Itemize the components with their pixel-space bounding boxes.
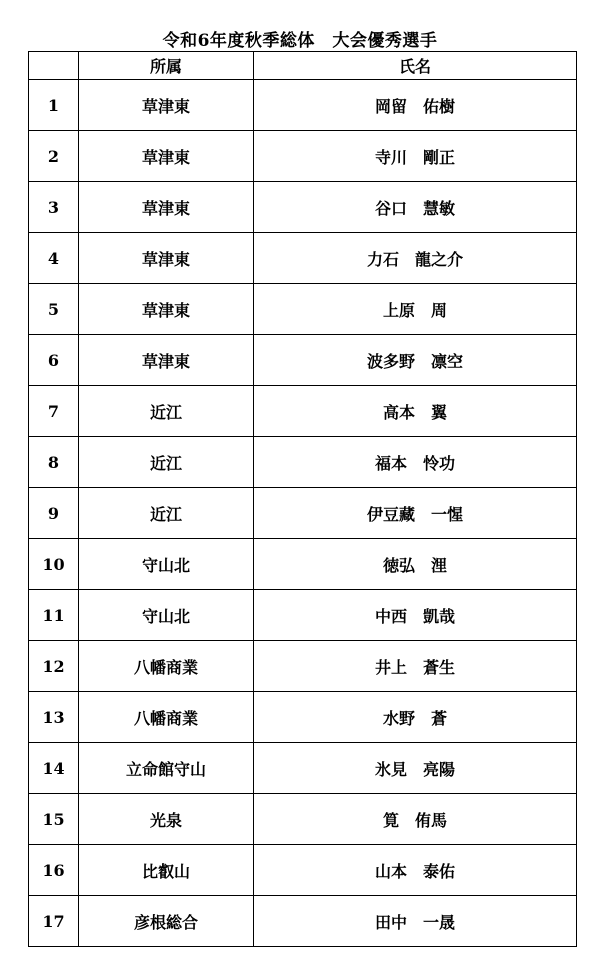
cell-school: 草津東 <box>79 284 254 335</box>
cell-school: 八幡商業 <box>79 641 254 692</box>
header-number <box>29 52 79 80</box>
cell-school: 草津東 <box>79 80 254 131</box>
cell-player-name: 井上 蒼生 <box>254 641 577 692</box>
cell-player-name: 中西 凱哉 <box>254 590 577 641</box>
cell-player-name: 岡留 佑樹 <box>254 80 577 131</box>
cell-player-name: 水野 蒼 <box>254 692 577 743</box>
table-row <box>29 692 577 743</box>
table-row <box>29 539 577 590</box>
cell-number: 15 <box>29 794 79 845</box>
cell-number: 6 <box>29 335 79 386</box>
cell-school: 光泉 <box>79 794 254 845</box>
header-school: 所属 <box>79 52 254 80</box>
table-row <box>29 335 577 386</box>
cell-player-name: 波多野 凛空 <box>254 335 577 386</box>
cell-school: 近江 <box>79 386 254 437</box>
cell-school: 八幡商業 <box>79 692 254 743</box>
cell-school: 草津東 <box>79 233 254 284</box>
cell-player-name: 筧 侑馬 <box>254 794 577 845</box>
table-header-row <box>29 52 577 80</box>
table-row <box>29 182 577 233</box>
cell-player-name: 氷見 亮陽 <box>254 743 577 794</box>
cell-player-name: 福本 怜功 <box>254 437 577 488</box>
cell-player-name: 谷口 慧敏 <box>254 182 577 233</box>
cell-school: 彦根総合 <box>79 896 254 947</box>
page-title: 令和6年度秋季総体 大会優秀選手 <box>162 31 438 51</box>
cell-number: 5 <box>29 284 79 335</box>
table-row <box>29 845 577 896</box>
cell-number: 2 <box>29 131 79 182</box>
cell-number: 1 <box>29 80 79 131</box>
cell-player-name: 山本 泰佑 <box>254 845 577 896</box>
table-row <box>29 488 577 539</box>
table-row <box>29 284 577 335</box>
cell-school: 立命館守山 <box>79 743 254 794</box>
cell-number: 13 <box>29 692 79 743</box>
cell-school: 草津東 <box>79 182 254 233</box>
cell-number: 11 <box>29 590 79 641</box>
cell-number: 17 <box>29 896 79 947</box>
cell-school: 比叡山 <box>79 845 254 896</box>
cell-player-name: 力石 龍之介 <box>254 233 577 284</box>
table-row <box>29 386 577 437</box>
cell-number: 3 <box>29 182 79 233</box>
cell-number: 10 <box>29 539 79 590</box>
cell-school: 守山北 <box>79 590 254 641</box>
cell-player-name: 田中 一晟 <box>254 896 577 947</box>
cell-number: 9 <box>29 488 79 539</box>
table-row <box>29 590 577 641</box>
award-table <box>28 51 577 947</box>
cell-player-name: 寺川 剛正 <box>254 131 577 182</box>
header-name: 氏名 <box>254 52 577 80</box>
cell-player-name: 上原 周 <box>254 284 577 335</box>
cell-school: 守山北 <box>79 539 254 590</box>
cell-number: 4 <box>29 233 79 284</box>
cell-school: 草津東 <box>79 335 254 386</box>
cell-player-name: 高本 翼 <box>254 386 577 437</box>
cell-number: 7 <box>29 386 79 437</box>
table-row <box>29 743 577 794</box>
cell-number: 12 <box>29 641 79 692</box>
table-row <box>29 80 577 131</box>
table-row <box>29 641 577 692</box>
cell-school: 草津東 <box>79 131 254 182</box>
table-row <box>29 233 577 284</box>
table-row <box>29 131 577 182</box>
cell-player-name: 伊豆藏 一惺 <box>254 488 577 539</box>
cell-player-name: 徳弘 浬 <box>254 539 577 590</box>
cell-school: 近江 <box>79 437 254 488</box>
cell-number: 16 <box>29 845 79 896</box>
cell-number: 8 <box>29 437 79 488</box>
table-row <box>29 794 577 845</box>
table-row <box>29 896 577 947</box>
cell-school: 近江 <box>79 488 254 539</box>
cell-number: 14 <box>29 743 79 794</box>
table-row <box>29 437 577 488</box>
